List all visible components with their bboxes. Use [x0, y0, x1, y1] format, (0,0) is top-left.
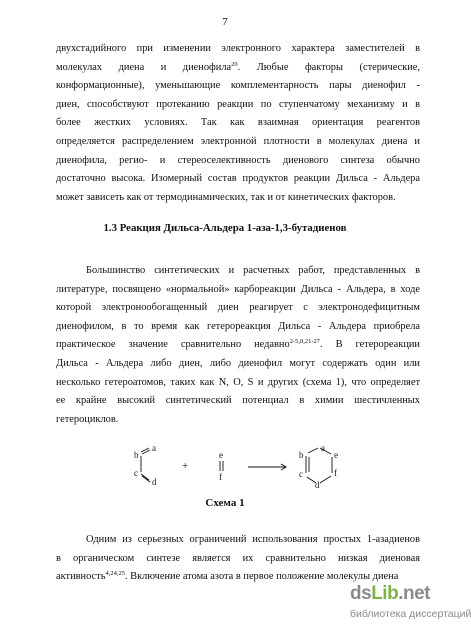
text-line: несколько гетероатомов, таких как N, O, S и других (схема 1), что определяет	[56, 376, 420, 388]
paragraph-2	[56, 262, 420, 429]
text-line: конформационные), уменьшающие комплементарность пары диенофил -	[56, 80, 420, 92]
reaction-scheme	[120, 443, 360, 493]
diene-structure	[141, 448, 150, 482]
atom-label: d	[152, 477, 157, 487]
atom-label: a	[321, 443, 325, 453]
text-line: литературе, посвящено «нормальной» карбореакции Дильса - Альдера, в ходе	[56, 283, 420, 295]
text-line: более жестких условиях. Так как взаимная ориентация реагентов	[56, 117, 420, 129]
atom-label: e	[334, 450, 338, 460]
section-heading: 1.3 Реакция Дильса-Альдера 1-аза-1,3-бутадиенов	[103, 222, 347, 234]
atom-label: c	[299, 469, 303, 479]
text-line: гетероциклов.	[56, 413, 119, 425]
text-line: диенофила, регио- и стереоселективность диенового синтеза обычно	[56, 154, 420, 166]
citation: 2-5,8,21-27	[289, 338, 321, 346]
text-line: Большинство синтетических и расчетных работ, представленных в	[86, 265, 420, 276]
text-line: которой электронообогащенный диен реагирует с электронодефицитным	[56, 302, 420, 314]
text-line: достаточно высока. Изомерный состав продуктов реакции Дильса - Альдера	[56, 173, 420, 185]
reaction-arrow	[248, 464, 286, 470]
scheme-drawing	[120, 443, 360, 493]
text-line: Одним из серьезных ограничений использования простых 1-азадиенов	[86, 534, 420, 545]
text-line: ее крайне высокий синтетический потенциал в химии шестичленных	[56, 395, 420, 407]
text-line: активность$^{4,24,25}$. Включение атома азота в первое положение молекулы диена	[56, 570, 399, 583]
text-line: может зависеть как от термодинамических, так и от кинетических факторов.	[56, 191, 396, 203]
watermark-logo: dsLib.net	[350, 583, 430, 604]
dienophile-structure	[220, 461, 223, 471]
atom-label: f	[334, 468, 337, 478]
text-line: определяется распределением электронной плотности в молекулах диена и	[56, 135, 420, 147]
atom-label: b	[134, 450, 139, 460]
atom-label: a	[152, 443, 156, 453]
plus-sign: +	[182, 460, 189, 472]
dslib-watermark	[350, 583, 471, 627]
atom-label: f	[219, 472, 222, 482]
scheme-caption: Схема 1	[205, 497, 245, 509]
watermark-subtitle: библиотека диссертаций	[350, 608, 471, 620]
citation: 4,24,25	[105, 570, 125, 578]
text-line: в органическом синтезе является их сравнительно низкая диеновая	[56, 552, 420, 564]
text-line: Дильса - Альдера либо диен, либо диенофил могут содержать один или	[56, 357, 420, 369]
atom-label: d	[315, 480, 320, 490]
paragraph-1	[56, 40, 420, 207]
text-line: диенофилом, в то время как гетерореакция Дильса - Альдера приобрела	[56, 320, 420, 332]
text-line: диен, способствуют протеканию реакции по ступенчатому механизму и в	[56, 98, 420, 110]
product-structure	[306, 448, 332, 483]
text-line: практическое значение сравнительно недавно$^{2-5,8,21-27}$. В гетерореакции	[56, 338, 420, 351]
atom-label: c	[134, 468, 138, 478]
atom-label: b	[299, 450, 304, 460]
text-line: двухстадийного при изменении электронного характера заместителей в	[56, 43, 420, 54]
citation: 20	[231, 60, 238, 68]
text-line: молекулах диена и диенофила$^{20}$. Любые факторы (стерические,	[56, 60, 421, 73]
page-number: 7	[222, 16, 228, 28]
paragraph-3	[56, 531, 420, 587]
atom-label: e	[219, 450, 223, 460]
